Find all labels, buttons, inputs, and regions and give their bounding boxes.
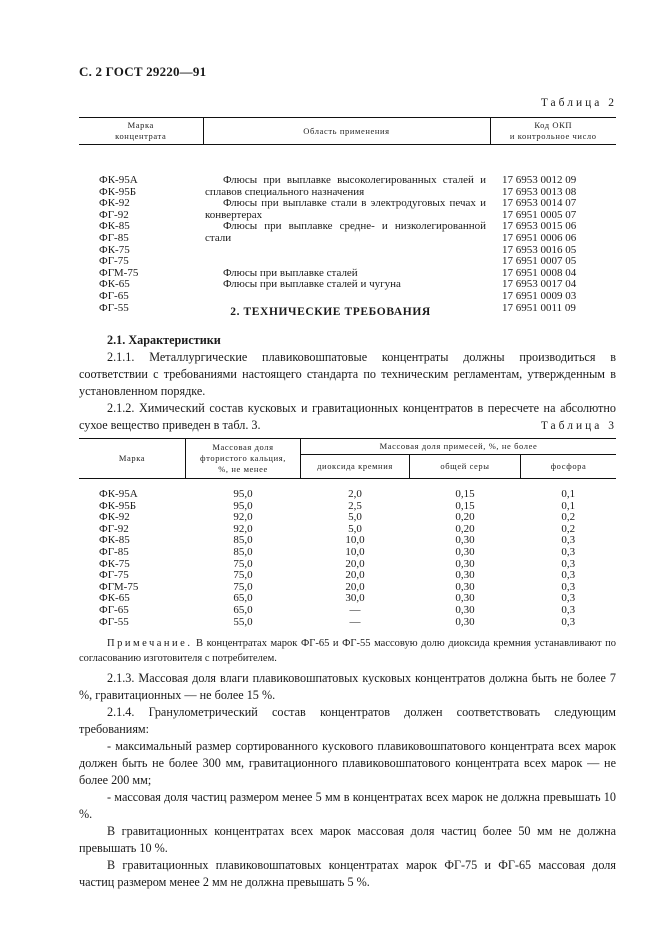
- t2-mark: ФГ-85: [99, 231, 129, 244]
- t2-code: 17 6951 0009 03: [502, 289, 577, 302]
- t2-head-mark-line1: Марка: [127, 120, 154, 130]
- t3-cell-caf2: 75,0: [233, 580, 253, 593]
- t3-cell-caf2: 85,0: [233, 545, 253, 558]
- t2-mark: ФГ-75: [99, 255, 129, 268]
- t2-head-application: Область применения: [203, 118, 490, 145]
- note-paragraph: [79, 636, 616, 666]
- t3-cell-mark: ФГ-55: [99, 615, 129, 628]
- t3-row: [79, 547, 616, 559]
- t3-cell-caf2: 65,0: [233, 592, 253, 605]
- t3-cell-sulfur: 0,30: [455, 545, 475, 558]
- t3-cell-mark: ФК-92: [99, 511, 130, 524]
- t3-cell-caf2: 65,0: [233, 603, 253, 616]
- t3-cell-mark: ФК-95А: [99, 488, 138, 500]
- t2-application: Флюсы при выплавке сталей: [223, 266, 358, 279]
- t2-mark: ФГ-92: [99, 208, 129, 221]
- table-2: [79, 117, 616, 314]
- t3-cell-phosphorus: 0,3: [561, 569, 576, 582]
- t3-row: [79, 617, 616, 629]
- subsection-heading: 2.1. Характеристики: [107, 333, 221, 347]
- t2-code: 17 6953 0015 06: [502, 220, 577, 233]
- t2-code: 17 6951 0007 05: [502, 255, 577, 268]
- t3-cell-phosphorus: 0,2: [561, 511, 576, 524]
- t3-cell-phosphorus: 0,3: [561, 545, 576, 558]
- bullet-max-size: - максимальный размер сортированного кускового плавиковошпатового концентрата всех марок должен быть не более 300 мм, гравитационного плавиковошпатового концентрата всех марок — не более 200 мм;: [79, 739, 616, 787]
- t2-mark: ФК-92: [99, 197, 130, 210]
- t3-cell-phosphorus: 0,1: [561, 499, 576, 512]
- t3-cell-sulfur: 0,20: [455, 511, 475, 524]
- t2-mark: ФГМ-75: [99, 266, 139, 279]
- table-3-note: [79, 636, 616, 666]
- t3-cell-caf2: 92,0: [233, 511, 253, 524]
- t3-cell-caf2: 75,0: [233, 569, 253, 582]
- t3-cell-caf2: 95,0: [233, 488, 253, 500]
- t2-code: 17 6953 0014 07: [502, 197, 577, 210]
- t3-row: [79, 570, 616, 582]
- t2-mark: ФК-95А: [99, 174, 138, 186]
- t3-cell-mark: ФГ-85: [99, 545, 129, 558]
- t3-cell-mark: ФГМ-75: [99, 580, 139, 593]
- t3-cell-phosphorus: 0,1: [561, 488, 576, 500]
- t3-cell-caf2: 92,0: [233, 522, 253, 535]
- t3-cell-phosphorus: 0,3: [561, 615, 576, 628]
- t2-application: Флюсы при выплавке стали в электродуговых печах и конвертерах: [205, 197, 486, 221]
- t3-cell-mark: ФГ-65: [99, 603, 129, 616]
- t2-code: 17 6953 0012 09: [502, 174, 577, 186]
- t2-mark: ФК-75: [99, 243, 130, 256]
- t3-cell-mark: ФК-65: [99, 592, 130, 605]
- t3-cell-sio2: —: [349, 603, 361, 616]
- t3-cell-sulfur: 0,15: [455, 499, 475, 512]
- t3-head-caf2: [186, 439, 301, 479]
- t2-application: Флюсы при выплавке средне- и низколегированной стали: [205, 220, 486, 244]
- t2-application: Флюсы при выплавке высоколегированных сталей и сплавов специального назначения: [205, 174, 486, 198]
- t3-cell-sio2: 5,0: [348, 522, 362, 535]
- t3-cell-caf2: 55,0: [233, 615, 253, 628]
- paragraph-2-1-3: 2.1.3. Массовая доля влаги плавиковошпатовых кусковых концентратов должна быть не более 7 %, гравитационных — не более 15 %.: [79, 671, 616, 702]
- t3-head-phosphorus: фосфора: [521, 455, 617, 479]
- t2-application: Флюсы при выплавке сталей и чугуна: [223, 278, 401, 291]
- t3-head-caf2-line1: Массовая доля: [212, 442, 274, 452]
- t3-row: [79, 593, 616, 605]
- t2-code: 17 6951 0006 06: [502, 231, 577, 244]
- t3-cell-mark: ФК-75: [99, 557, 130, 570]
- t3-cell-sulfur: 0,30: [455, 534, 475, 547]
- t2-mark: ФК-95Б: [99, 185, 137, 198]
- t3-cell-sio2: 10,0: [345, 534, 365, 547]
- t3-cell-caf2: 75,0: [233, 557, 253, 570]
- requirements-body: [79, 670, 616, 891]
- t3-head-sio2: диоксида кремния: [301, 455, 410, 479]
- paragraph-2-1-4: 2.1.4. Гранулометрический состав концентратов должен соответствовать следующим требованиям:: [79, 705, 616, 736]
- t3-cell-sio2: 2,0: [348, 488, 362, 500]
- t3-cell-sio2: 5,0: [348, 511, 362, 524]
- t3-cell-phosphorus: 0,3: [561, 580, 576, 593]
- t2-application-column: [203, 145, 490, 315]
- bullet-fine-fraction: - массовая доля частиц размером менее 5 мм в концентратах всех марок не должна превышать 10 %.: [79, 790, 616, 821]
- t3-cell-sulfur: 0,30: [455, 569, 475, 582]
- t2-mark: ФГ-65: [99, 289, 129, 302]
- t3-head-sulfur: общей серы: [410, 455, 521, 479]
- section-body: [79, 332, 616, 434]
- t2-code: 17 6951 0008 04: [502, 266, 577, 279]
- table-2-caption: Таблица 2: [540, 97, 617, 109]
- t3-row: [79, 605, 616, 617]
- t3-cell-mark: ФК-95Б: [99, 499, 137, 512]
- t3-cell-phosphorus: 0,3: [561, 603, 576, 616]
- t3-head-impurities: Массовая доля примесей, %, не более: [301, 439, 617, 455]
- t3-head-caf2-line2: фтористого кальция,: [200, 453, 286, 463]
- t2-head-mark-line2: концентрата: [115, 131, 167, 141]
- t2-marks-column: [79, 145, 203, 315]
- table-3: [79, 438, 616, 628]
- paragraph-2-1-1: 2.1.1. Металлургические плавиковошпатовые концентраты должны производиться в соответствии с требованиями настоящего стандарта по техническим регламентам, утвержденным в установленном порядке.: [79, 350, 616, 398]
- t2-head-code-line2: и контрольное число: [509, 131, 597, 141]
- t3-cell-sio2: 30,0: [345, 592, 365, 605]
- t3-cell-sulfur: 0,30: [455, 580, 475, 593]
- t2-head-mark: [79, 118, 203, 145]
- t3-cell-sio2: 20,0: [345, 557, 365, 570]
- t2-head-code-line1: Код ОКП: [534, 120, 573, 130]
- note-text: В концентратах марок ФГ-65 и ФГ-55 массовую долю диоксида кремния устанавливают по согласованию изготовителя с потребителем.: [79, 638, 616, 664]
- t3-cell-sio2: 2,5: [348, 499, 362, 512]
- t3-cell-phosphorus: 0,3: [561, 534, 576, 547]
- t2-code: 17 6953 0017 04: [502, 278, 577, 291]
- t2-head-code: [490, 118, 616, 145]
- t2-code: 17 6953 0013 08: [502, 185, 577, 198]
- t3-cell-sulfur: 0,30: [455, 603, 475, 616]
- note-label: Примечание.: [107, 638, 193, 649]
- t2-mark: ФГ-55: [99, 301, 129, 314]
- t3-cell-sio2: 20,0: [345, 569, 365, 582]
- t3-cell-sulfur: 0,30: [455, 592, 475, 605]
- t2-code: 17 6953 0016 05: [502, 243, 577, 256]
- t2-mark: ФК-85: [99, 220, 130, 233]
- t3-cell-mark: ФК-85: [99, 534, 130, 547]
- t3-cell-sio2: 10,0: [345, 545, 365, 558]
- table-3-caption: Таблица 3: [540, 420, 617, 432]
- t3-cell-sulfur: 0,15: [455, 488, 475, 500]
- t2-code: 17 6951 0011 09: [502, 301, 576, 314]
- t3-head-caf2-line3: %, не менее: [218, 464, 268, 474]
- t3-cell-caf2: 85,0: [233, 534, 253, 547]
- paragraph-gravity-50mm: В гравитационных концентратах всех марок массовая доля частиц более 50 мм не должна превышать 10 %.: [79, 824, 616, 855]
- t3-cell-phosphorus: 0,3: [561, 592, 576, 605]
- paragraph-2-1-2: 2.1.2. Химический состав кусковых и гравитационных концентратов в пересчете на абсолютно сухое вещество приведен в табл. 3.: [79, 401, 616, 432]
- t2-mark: ФК-65: [99, 278, 130, 291]
- t3-cell-sulfur: 0,30: [455, 557, 475, 570]
- t3-row: [79, 479, 616, 501]
- t3-head-mark: Марка: [79, 439, 186, 479]
- t3-cell-mark: ФГ-92: [99, 522, 129, 535]
- t2-code: 17 6951 0005 07: [502, 208, 577, 221]
- page-header: С. 2 ГОСТ 29220—91: [79, 64, 207, 79]
- t3-cell-sio2: —: [349, 615, 361, 628]
- t3-body: [79, 479, 616, 629]
- paragraph-gravity-2mm: В гравитационных плавиковошпатовых концентратах марок ФГ-75 и ФГ-65 массовая доля частиц размером менее 2 мм не должна превышать 5 %.: [79, 858, 616, 889]
- t3-cell-phosphorus: 0,2: [561, 522, 576, 535]
- t2-codes-column: [490, 145, 616, 315]
- section-title: 2. ТЕХНИЧЕСКИЕ ТРЕБОВАНИЯ: [230, 306, 431, 318]
- t3-cell-caf2: 95,0: [233, 499, 253, 512]
- t3-cell-sulfur: 0,30: [455, 615, 475, 628]
- t3-cell-mark: ФГ-75: [99, 569, 129, 582]
- t3-cell-phosphorus: 0,3: [561, 557, 576, 570]
- t3-cell-sulfur: 0,20: [455, 522, 475, 535]
- t3-cell-sio2: 20,0: [345, 580, 365, 593]
